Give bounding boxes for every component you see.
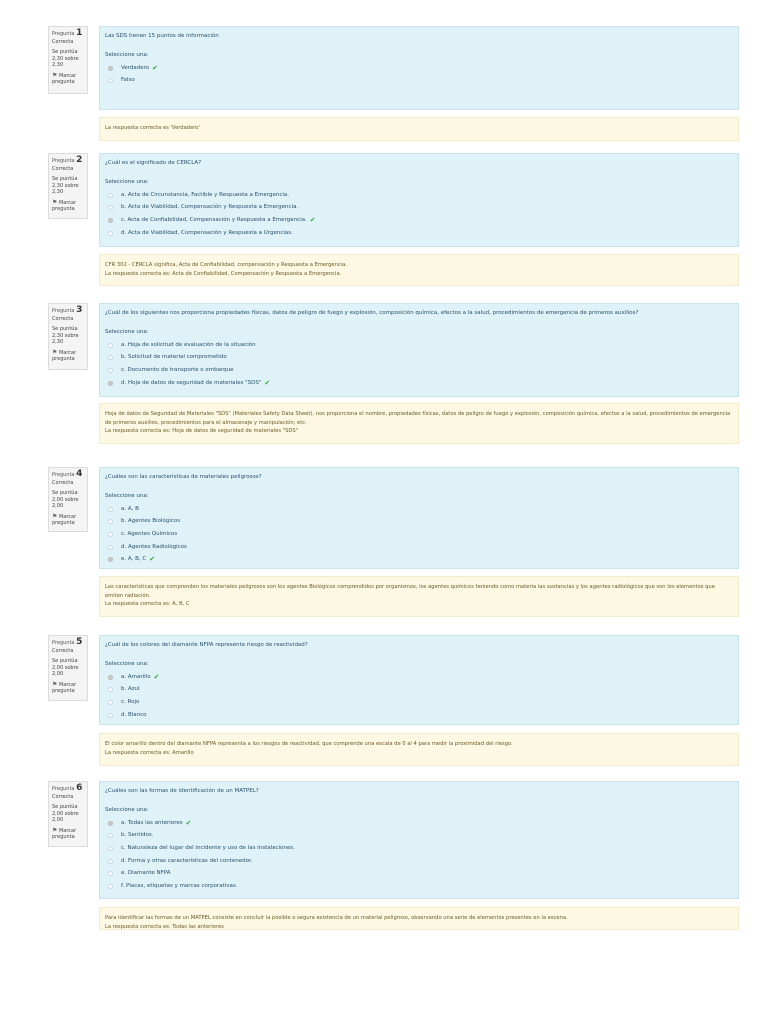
flag-icon: ⚑ xyxy=(52,71,58,79)
answer-label[interactable]: d. Hoja de datos de seguridad de materiales "SDS" xyxy=(121,379,262,386)
question-info xyxy=(48,467,88,532)
question-prefix: Pregunta xyxy=(52,472,75,478)
select-one-prompt: Seleccione una: xyxy=(105,179,149,185)
answer-radio[interactable] xyxy=(108,821,113,826)
answer-option[interactable] xyxy=(105,696,732,709)
answer-feedback xyxy=(99,254,739,286)
question-content xyxy=(99,635,739,725)
answer-label[interactable]: d. Forma y otras características del contenedor. xyxy=(121,857,253,864)
feedback-line: La respuesta correcta es: Todas las anteriores xyxy=(105,923,224,930)
flag-question-label[interactable]: Marcar pregunta xyxy=(52,349,77,362)
answer-radio[interactable] xyxy=(108,675,113,680)
answer-option[interactable] xyxy=(105,541,732,554)
question-info xyxy=(48,635,88,701)
answer-option[interactable] xyxy=(105,62,732,75)
question-grade: Se puntúa 2,30 sobre 2,30 xyxy=(52,326,79,345)
flag-question-link[interactable] xyxy=(52,682,84,695)
answer-option[interactable] xyxy=(105,227,732,240)
feedback-line: La respuesta correcta es: Hoja de datos de seguridad de materiales "SDS" xyxy=(105,428,299,434)
select-one-prompt: Seleccione una: xyxy=(105,52,149,58)
question-content xyxy=(99,303,739,397)
answer-option[interactable] xyxy=(105,880,732,893)
question-info xyxy=(48,781,88,847)
answer-radio[interactable] xyxy=(108,381,113,386)
flag-question-link[interactable] xyxy=(52,828,84,841)
question-text: ¿Cuáles son las características de materiales peligrosos? xyxy=(105,474,262,480)
question-state: Correcta xyxy=(52,647,74,654)
answer-label[interactable]: d. Acta de Viabilidad, Compensación y Respuesta a Urgencias. xyxy=(121,229,293,236)
flag-question-label[interactable]: Marcar pregunta xyxy=(52,827,77,840)
answer-feedback xyxy=(99,907,739,930)
answer-label[interactable]: c. Naturaleza del lugar del incidente y uso de las instalaciones. xyxy=(121,844,295,851)
answer-radio[interactable] xyxy=(108,507,113,512)
question-info xyxy=(48,153,88,219)
question-prefix: Pregunta xyxy=(52,31,75,37)
answer-radio[interactable] xyxy=(108,700,113,705)
answer-label[interactable]: c. Documento de transporte o embarque xyxy=(121,366,234,373)
question-grade: Se puntúa 2,30 sobre 2,30 xyxy=(52,176,79,195)
question-state: Correcta xyxy=(52,38,74,45)
answer-radio[interactable] xyxy=(108,532,113,537)
answer-option[interactable] xyxy=(105,516,732,529)
question-state: Correcta xyxy=(52,479,74,486)
answer-label[interactable]: Verdadero xyxy=(121,64,150,71)
answer-radio[interactable] xyxy=(108,557,113,562)
answer-feedback xyxy=(99,733,739,766)
answer-label[interactable]: c. Acta de Confiabilidad, Compensación y Respuesta a Emergencia. xyxy=(121,216,307,223)
flag-question-link[interactable] xyxy=(52,73,84,86)
answer-radio[interactable] xyxy=(108,833,113,838)
answer-radio[interactable] xyxy=(108,368,113,373)
answer-option[interactable] xyxy=(105,364,732,377)
answer-label[interactable]: a. Acta de Circunstancia, Factible y Respuesta a Emergencia. xyxy=(121,191,290,198)
answer-option[interactable] xyxy=(105,75,732,88)
answer-label[interactable]: b. Azul xyxy=(121,686,140,693)
flag-question-label[interactable]: Marcar pregunta xyxy=(52,72,77,85)
answer-option[interactable] xyxy=(105,214,732,227)
answer-label[interactable]: a. Amarillo xyxy=(121,673,151,680)
answer-radio[interactable] xyxy=(108,687,113,692)
question-grade: Se puntúa 2,00 sobre 2,00 xyxy=(52,658,79,677)
question-grade: Se puntúa 2,00 sobre 2,00 xyxy=(52,804,79,823)
answer-label[interactable]: f. Placas, etiquetas y marcas corporativas. xyxy=(121,882,238,889)
question-prefix: Pregunta xyxy=(52,158,75,164)
question-number-value: 4 xyxy=(76,469,83,479)
answer-radio[interactable] xyxy=(108,343,113,348)
answer-radio[interactable] xyxy=(108,859,113,864)
flag-icon: ⚑ xyxy=(52,348,58,356)
answer-radio[interactable] xyxy=(108,66,113,71)
question-grade: Se puntúa 2,00 sobre 2,00 xyxy=(52,490,79,509)
answer-label[interactable]: e. Diamante NFPA xyxy=(121,870,171,877)
correct-check-icon: ✔ xyxy=(152,63,159,72)
answer-label[interactable]: c. Rojo xyxy=(121,698,140,705)
answer-option[interactable] xyxy=(105,867,732,880)
question-state: Correcta xyxy=(52,793,74,800)
question-grade: Se puntúa 2,30 sobre 2,30 xyxy=(52,49,79,68)
correct-check-icon: ✔ xyxy=(309,215,316,224)
answer-label[interactable]: b. Agentes Biológicos xyxy=(121,518,181,525)
answer-radio[interactable] xyxy=(108,78,113,83)
question-text: ¿Cuál de los siguientes nos proporciona propiedades físicas, datos de peligro de fuego y explosión, composición química, efectos a la salud, procedimientos de emergencia de primeros auxilios? xyxy=(105,310,639,316)
select-one-prompt: Seleccione una: xyxy=(105,329,149,335)
answer-option[interactable] xyxy=(105,339,732,352)
question-text: Las SDS tienen 15 puntos de información xyxy=(105,33,219,39)
question-number xyxy=(52,471,84,479)
select-one-prompt: Seleccione una: xyxy=(105,661,149,667)
question-state: Correcta xyxy=(52,315,74,322)
question-number-value: 6 xyxy=(76,783,83,793)
flag-question-link[interactable] xyxy=(52,514,84,527)
question-prefix: Pregunta xyxy=(52,308,75,314)
answer-radio[interactable] xyxy=(108,871,113,876)
correct-check-icon: ✔ xyxy=(153,672,160,681)
answer-radio[interactable] xyxy=(108,519,113,524)
flag-icon: ⚑ xyxy=(52,512,58,520)
answer-radio[interactable] xyxy=(108,545,113,550)
correct-check-icon: ✔ xyxy=(264,378,271,387)
question-number-value: 1 xyxy=(76,28,83,38)
question-number xyxy=(52,30,84,38)
answer-option[interactable] xyxy=(105,830,732,843)
question-number xyxy=(52,785,84,793)
answer-label[interactable]: a. Todas las anteriores xyxy=(121,819,183,826)
question-number xyxy=(52,157,84,165)
answer-feedback xyxy=(99,117,739,141)
question-prefix: Pregunta xyxy=(52,786,75,792)
select-one-prompt: Seleccione una: xyxy=(105,493,149,499)
flag-question-label[interactable]: Marcar pregunta xyxy=(52,513,77,526)
answer-option[interactable] xyxy=(105,855,732,868)
answer-radio[interactable] xyxy=(108,218,113,223)
answer-option[interactable] xyxy=(105,553,732,566)
answer-option[interactable] xyxy=(105,377,732,390)
feedback-line: La respuesta correcta es: A, B, C xyxy=(105,601,190,607)
answer-radio[interactable] xyxy=(108,355,113,360)
answer-label[interactable]: a. Hoja de solicitud de evaluación de la situación xyxy=(121,341,256,348)
feedback-line: Las características que comprenden los materiales peligrosos son los agentes Biológicos comprendidos por organismos, los agentes químicos teniendo como materia las sustancias y los agentes radiológicos que son los elementos que emiten radiación. xyxy=(105,584,715,599)
flag-question-link[interactable] xyxy=(52,350,84,363)
answer-label[interactable]: d. Agentes Radiológicos xyxy=(121,543,187,550)
correct-check-icon: ✔ xyxy=(185,818,192,827)
question-content xyxy=(99,781,739,899)
answer-radio[interactable] xyxy=(108,231,113,236)
flag-icon: ⚑ xyxy=(52,826,58,834)
question-number-value: 5 xyxy=(76,637,83,647)
question-number-value: 2 xyxy=(76,155,83,165)
question-number xyxy=(52,639,84,647)
flag-icon: ⚑ xyxy=(52,680,58,688)
answer-feedback xyxy=(99,576,739,617)
feedback-line: El color amarillo dentro del diamante NFPA representa a los riesgos de reactividad, que comprende una escala de 0 al 4 para medir la proximidad del riesgo. xyxy=(105,741,513,747)
answer-label[interactable]: b. Acta de Viabilidad, Compensación y Respuesta a Emergencia. xyxy=(121,204,299,211)
answer-option[interactable] xyxy=(105,528,732,541)
answer-radio[interactable] xyxy=(108,846,113,851)
answer-label[interactable]: d. Blanco xyxy=(121,711,147,718)
feedback-line: La respuesta correcta es: Acta de Confiabilidad, Compensación y Respuesta a Emergencia. xyxy=(105,270,342,277)
flag-icon: ⚑ xyxy=(52,198,58,206)
answer-option[interactable] xyxy=(105,202,732,215)
question-text: ¿Cuál de los colores del diamante NFPA representa riesgo de reactividad? xyxy=(105,642,308,648)
correct-check-icon: ✔ xyxy=(149,555,156,564)
answer-option[interactable] xyxy=(105,842,732,855)
flag-question-label[interactable]: Marcar pregunta xyxy=(52,681,77,694)
question-text: ¿Cuáles son las formas de identificación de un MATPEL? xyxy=(105,788,259,794)
answer-label[interactable]: Falso xyxy=(121,77,135,84)
answer-radio[interactable] xyxy=(108,884,113,889)
question-prefix: Pregunta xyxy=(52,640,75,646)
flag-question-label[interactable]: Marcar pregunta xyxy=(52,199,77,212)
question-info xyxy=(48,303,88,370)
answer-option[interactable] xyxy=(105,503,732,516)
question-info xyxy=(48,26,88,94)
answer-option[interactable] xyxy=(105,671,732,684)
answer-radio[interactable] xyxy=(108,713,113,718)
feedback-line: CFR 302 - CERCLA significa, Acta de Confiabilidad, compensación y Respuesta a Emergencia. xyxy=(105,262,348,268)
answer-option[interactable] xyxy=(105,817,732,830)
feedback-line: Para identificar las formas de un MATPEL consiste en concluir la posible o segura existencia de un material peligroso, observando una serie de elementos presentes en la escena. xyxy=(105,915,568,921)
answer-radio[interactable] xyxy=(108,205,113,210)
question-state: Correcta xyxy=(52,165,74,172)
answer-option[interactable] xyxy=(105,352,732,365)
question-content xyxy=(99,467,739,569)
answer-label[interactable]: a. A, B xyxy=(121,505,139,512)
question-text: ¿Cuál es el significado de CERCLA? xyxy=(105,160,202,166)
feedback-line: La respuesta correcta es: Amarillo xyxy=(105,749,194,756)
answer-option[interactable] xyxy=(105,709,732,722)
answer-option[interactable] xyxy=(105,684,732,697)
answer-label[interactable]: c. Agentes Químicos xyxy=(121,530,178,537)
feedback-line: La respuesta correcta es 'Verdadero' xyxy=(105,125,200,131)
answer-label[interactable]: b. Solicitud de material comprometido xyxy=(121,354,227,361)
flag-question-link[interactable] xyxy=(52,200,84,213)
answer-label[interactable]: e. A, B, C xyxy=(121,556,147,563)
question-content xyxy=(99,26,739,110)
question-number-value: 3 xyxy=(76,305,83,315)
question-number xyxy=(52,307,84,315)
feedback-line: Hoja de datos de Seguridad de Materiales "SDS" (Materiales Safety Data Sheet), nos proporciona el nombre, propiedades físicas, datos de peligro de fuego y explosión, composición química, efectos a la salud, procedimientos de emergencia de primeros auxilios, procedimientos para el almacenaje y manipulación; etc. xyxy=(105,411,731,426)
answer-feedback xyxy=(99,403,739,444)
select-one-prompt: Seleccione una: xyxy=(105,807,149,813)
answer-label[interactable]: b. Sentidos. xyxy=(121,832,154,839)
answer-option[interactable] xyxy=(105,189,732,202)
question-content xyxy=(99,153,739,247)
answer-radio[interactable] xyxy=(108,193,113,198)
